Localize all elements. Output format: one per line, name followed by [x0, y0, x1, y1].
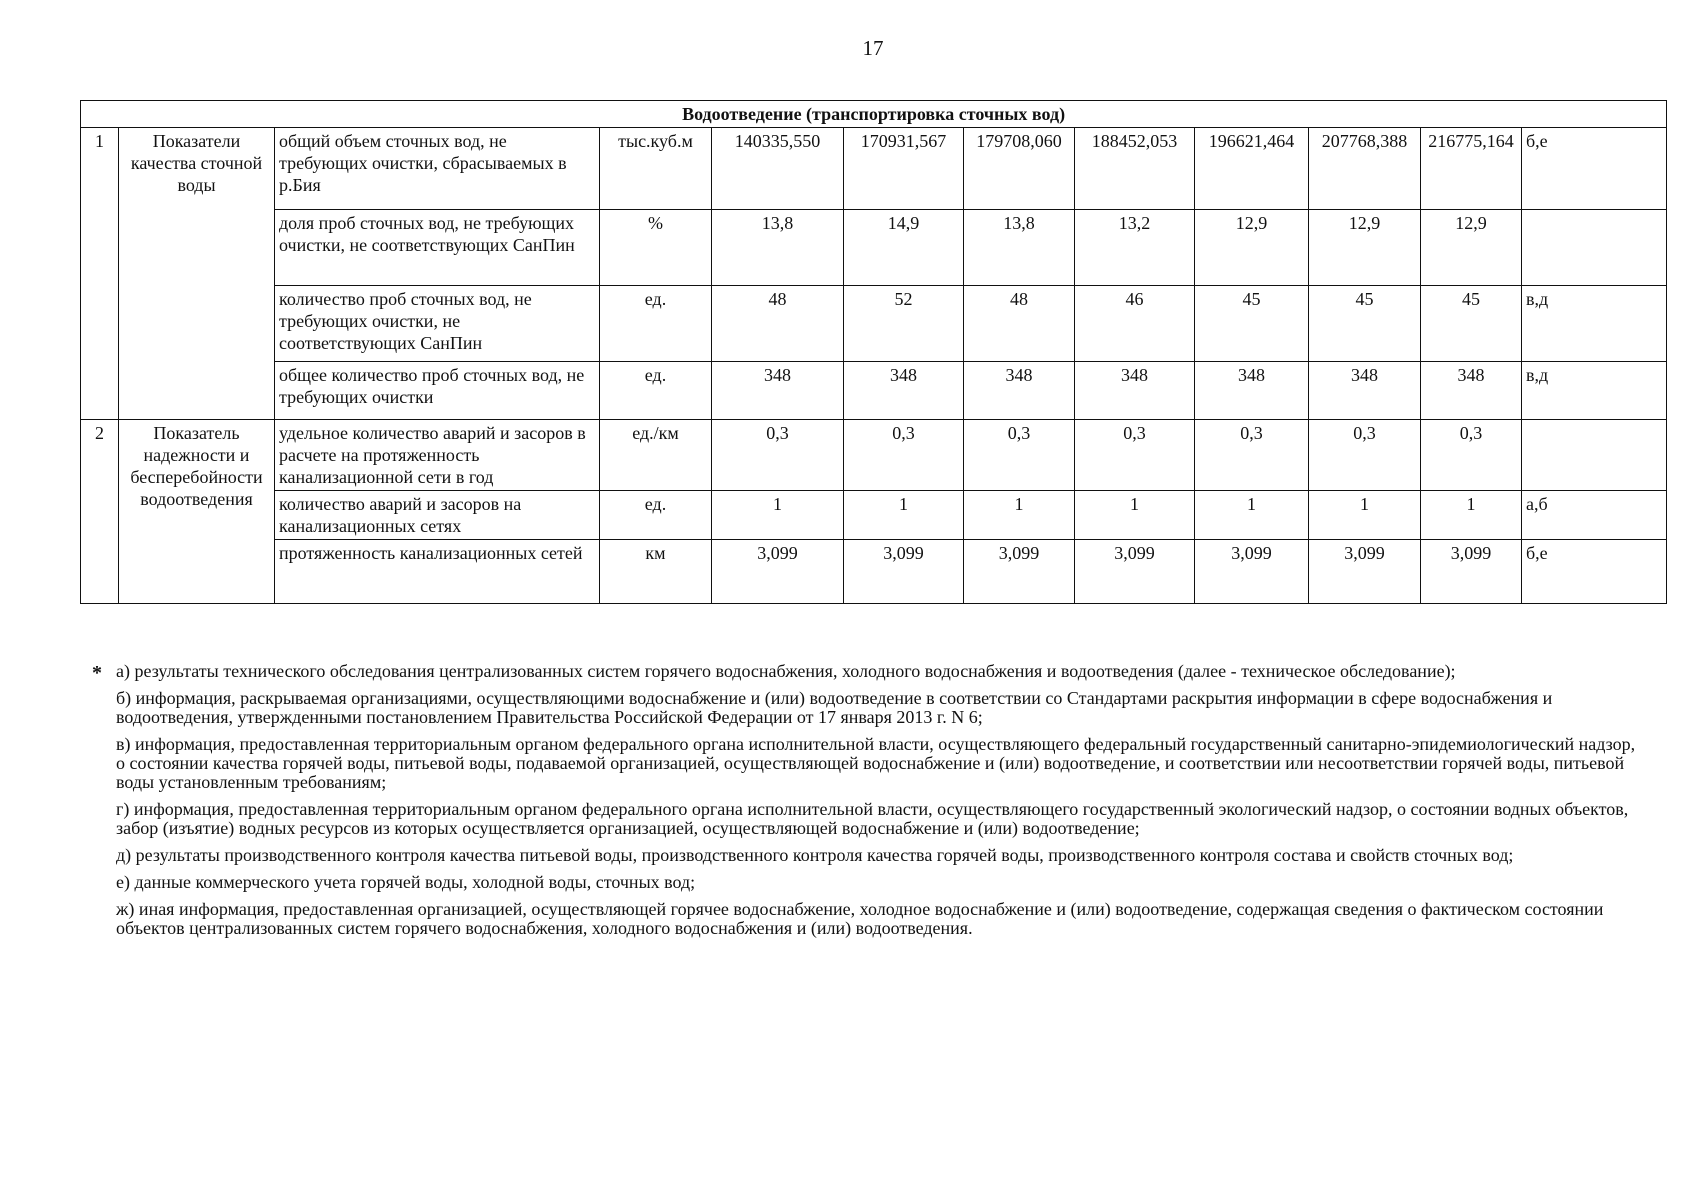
indicator-value: 12,9	[1195, 210, 1309, 286]
indicator-unit: ед./км	[600, 420, 712, 491]
indicator-name: количество аварий и засоров на канализационных сетях	[275, 491, 600, 540]
table-row	[81, 210, 1667, 286]
indicator-value: 179708,060	[964, 128, 1075, 210]
indicator-value: 1	[1309, 491, 1421, 540]
indicator-value: 0,3	[1309, 420, 1421, 491]
indicator-value: 0,3	[1421, 420, 1522, 491]
table-row	[81, 491, 1667, 540]
indicator-value: 3,099	[964, 540, 1075, 604]
indicator-value: 12,9	[1421, 210, 1522, 286]
group-title: Показатель надежности и бесперебойности водоотведения	[119, 420, 275, 604]
indicator-value: 0,3	[964, 420, 1075, 491]
indicator-name: доля проб сточных вод, не требующих очистки, не соответствующих СанПин	[275, 210, 600, 286]
indicator-unit: ед.	[600, 286, 712, 362]
indicator-value: 1	[1195, 491, 1309, 540]
table-row	[81, 286, 1667, 362]
table-row	[81, 128, 1667, 210]
indicator-value: 3,099	[1195, 540, 1309, 604]
indicator-value: 48	[964, 286, 1075, 362]
indicator-value: 3,099	[844, 540, 964, 604]
indicator-value: 0,3	[712, 420, 844, 491]
indicator-value: 3,099	[1075, 540, 1195, 604]
footnote-item: г) информация, предоставленная территориальным органом федерального органа исполнительной власти, осуществляющего государственный экологический надзор, о состоянии водных объектов, забор (изъятие) водных ресурсов из которых осуществляется организацией, осуществляющей водоснабжение и (или) водоотведение;	[116, 799, 1629, 838]
indicator-value: 348	[1421, 362, 1522, 420]
indicator-value: 1	[1421, 491, 1522, 540]
indicator-value: 45	[1195, 286, 1309, 362]
indicator-unit: тыс.куб.м	[600, 128, 712, 210]
table-row	[81, 540, 1667, 604]
indicator-source: б,е	[1522, 128, 1667, 210]
indicator-value: 348	[964, 362, 1075, 420]
indicator-value: 140335,550	[712, 128, 844, 210]
page-number: 17	[862, 36, 884, 60]
indicator-source	[1522, 210, 1667, 286]
indicator-value: 13,8	[712, 210, 844, 286]
indicator-source: в,д	[1522, 362, 1667, 420]
indicator-value: 3,099	[712, 540, 844, 604]
footnote-item: ж) иная информация, предоставленная организацией, осуществляющей горячее водоснабжение, холодное водоснабжение и (или) водоотведение, содержащая сведения о фактическом состоянии объектов централизованных систем горячего водоснабжения, холодного водоснабжения и (или) водоотведения.	[116, 899, 1604, 938]
indicator-name: удельное количество аварий и засоров в расчете на протяженность канализационной сети в год	[275, 420, 600, 491]
indicator-name: протяженность канализационных сетей	[275, 540, 600, 604]
indicator-value: 14,9	[844, 210, 964, 286]
footnote-item: б) информация, раскрываемая организациями, осуществляющими водоснабжение и (или) водоотведение в соответствии со Стандартами раскрытия информации в сфере водоснабжения и водоотведения, утвержденными постановлением Правительства Российской Федерации от 17 января 2013 г. N 6;	[116, 688, 1553, 727]
section-header-row	[81, 101, 1667, 128]
indicator-value: 1	[1075, 491, 1195, 540]
indicator-value: 348	[844, 362, 964, 420]
indicator-source: в,д	[1522, 286, 1667, 362]
footnote-item: е) данные коммерческого учета горячей воды, холодной воды, сточных вод;	[116, 872, 696, 892]
footnotes	[88, 662, 1648, 946]
indicators-table	[80, 100, 1667, 604]
group-number: 1	[81, 128, 119, 420]
indicator-value: 1	[712, 491, 844, 540]
indicator-value: 3,099	[1309, 540, 1421, 604]
indicator-value: 348	[1309, 362, 1421, 420]
indicator-value: 0,3	[1195, 420, 1309, 491]
indicator-unit: км	[600, 540, 712, 604]
indicator-unit: ед.	[600, 362, 712, 420]
indicator-value: 216775,164	[1421, 128, 1522, 210]
indicator-name: общее количество проб сточных вод, не требующих очистки	[275, 362, 600, 420]
group-title: Показатели качества сточной воды	[119, 128, 275, 420]
indicator-value: 207768,388	[1309, 128, 1421, 210]
section-title: Водоотведение (транспортировка сточных вод)	[81, 101, 1667, 128]
indicator-value: 13,8	[964, 210, 1075, 286]
indicator-source	[1522, 420, 1667, 491]
group-number: 2	[81, 420, 119, 604]
indicator-value: 45	[1421, 286, 1522, 362]
table-row	[81, 420, 1667, 491]
indicator-value: 3,099	[1421, 540, 1522, 604]
footnote-item: д) результаты производственного контроля качества питьевой воды, производственного контроля качества горячей воды, производственного контроля состава и свойств сточных вод;	[116, 845, 1514, 865]
indicator-unit: %	[600, 210, 712, 286]
footnote-item: а) результаты технического обследования централизованных систем горячего водоснабжения, холодного водоснабжения и водоотведения (далее - техническое обследование);	[116, 661, 1456, 681]
indicator-source: б,е	[1522, 540, 1667, 604]
indicator-value: 0,3	[1075, 420, 1195, 491]
indicator-value: 170931,567	[844, 128, 964, 210]
indicator-source: а,б	[1522, 491, 1667, 540]
table-row	[81, 362, 1667, 420]
indicator-value: 52	[844, 286, 964, 362]
indicator-name: количество проб сточных вод, не требующих очистки, не соответствующих СанПин	[275, 286, 600, 362]
indicator-value: 45	[1309, 286, 1421, 362]
indicator-value: 188452,053	[1075, 128, 1195, 210]
indicator-name: общий объем сточных вод, не требующих очистки, сбрасываемых в р.Бия	[275, 128, 600, 210]
indicator-value: 1	[844, 491, 964, 540]
footnote-marker: *	[92, 662, 102, 684]
indicator-value: 196621,464	[1195, 128, 1309, 210]
indicator-unit: ед.	[600, 491, 712, 540]
indicator-value: 1	[964, 491, 1075, 540]
indicator-value: 348	[712, 362, 844, 420]
indicator-value: 0,3	[844, 420, 964, 491]
indicator-value: 46	[1075, 286, 1195, 362]
footnote-item: в) информация, предоставленная территориальным органом федерального органа исполнительной власти, осуществляющего федеральный государственный санитарно-эпидемиологический надзор, о состоянии качества горячей воды, питьевой воды, подаваемой организацией, осуществляющей водоснабжение и (или) водоотведение, и соответствии или несоответствии горячей воды, питьевой воды установленным требованиям;	[116, 734, 1636, 792]
indicator-value: 12,9	[1309, 210, 1421, 286]
indicator-value: 348	[1195, 362, 1309, 420]
indicator-value: 48	[712, 286, 844, 362]
indicator-value: 13,2	[1075, 210, 1195, 286]
indicator-value: 348	[1075, 362, 1195, 420]
